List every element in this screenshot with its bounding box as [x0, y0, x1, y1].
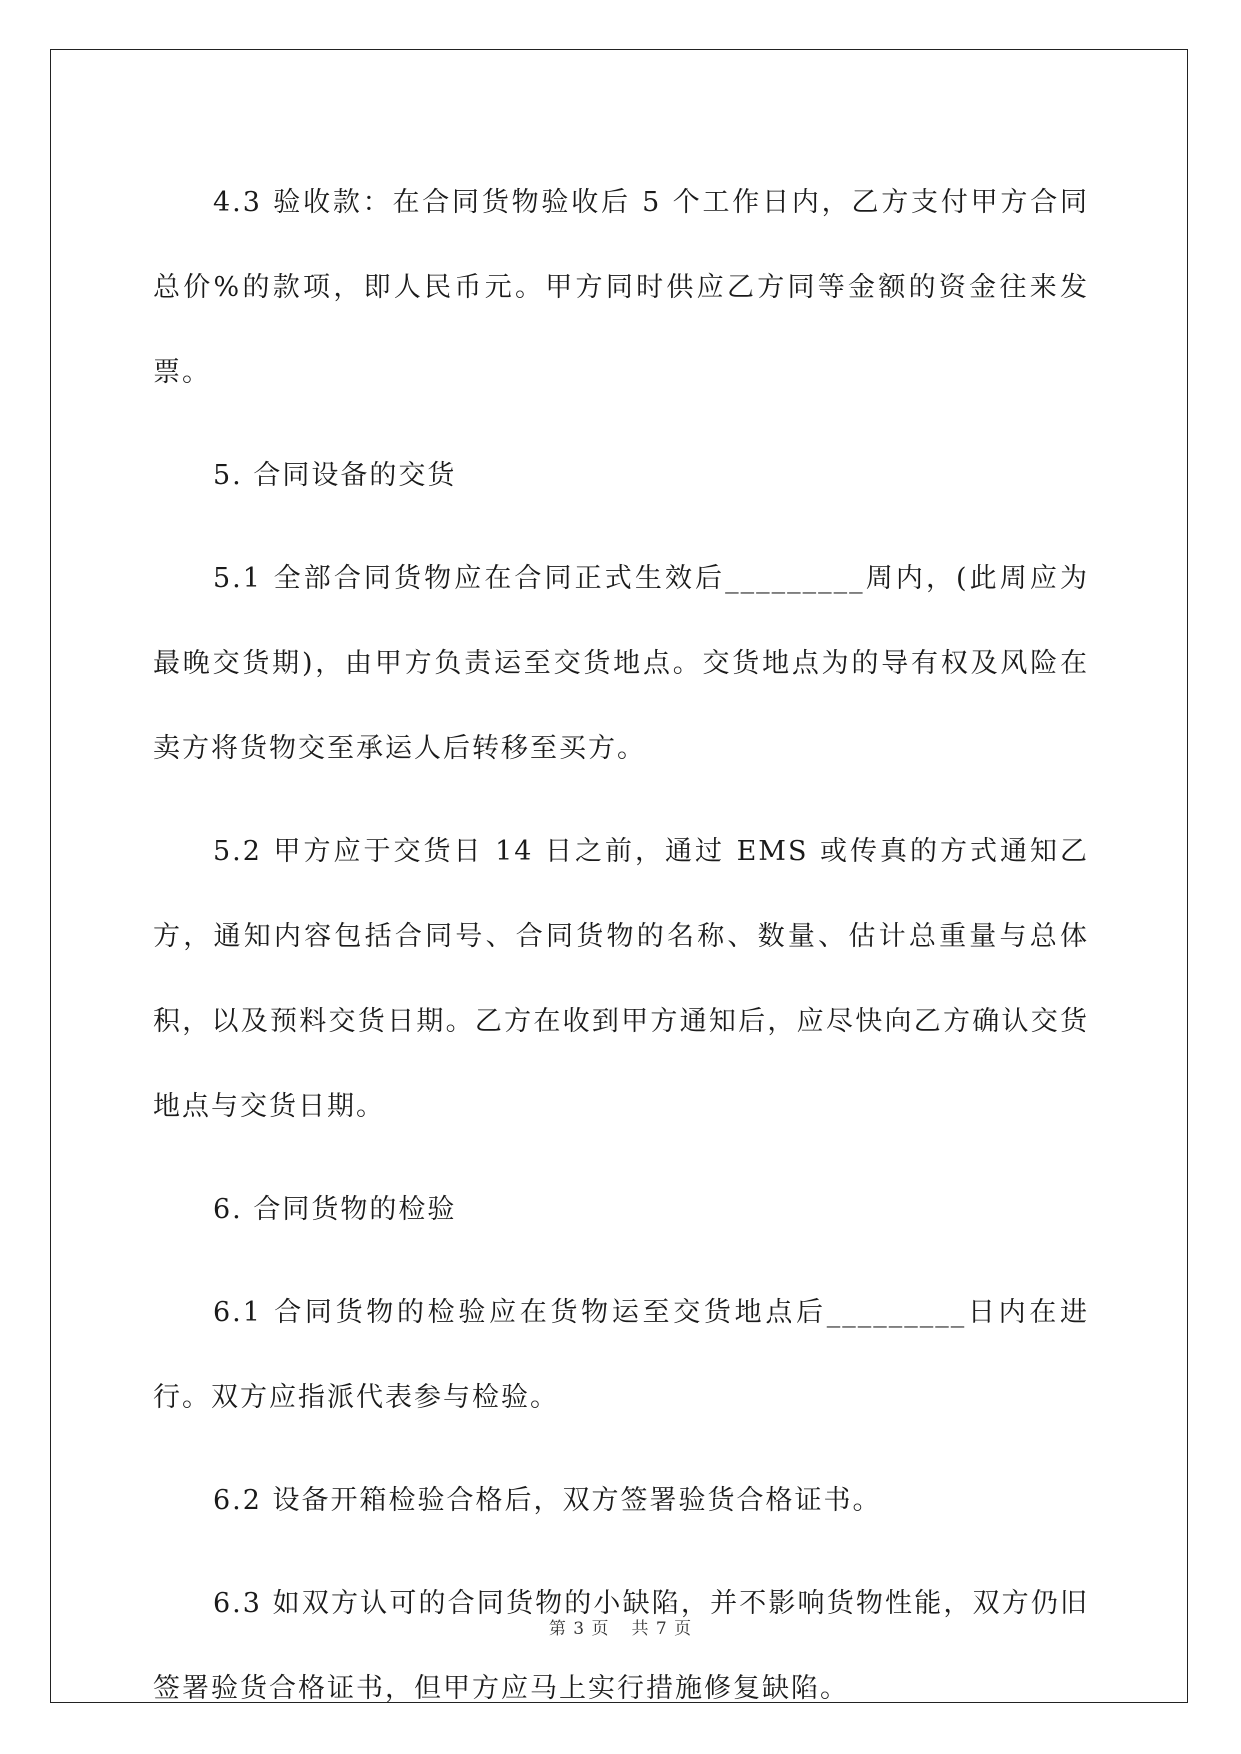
- page-footer: [0, 1614, 1241, 1639]
- paragraph-6-3: 6.3 如双方认可的合同货物的小缺陷，并不影响货物性能，双方仍旧签署验货合格证书，但甲方应马上实行措施修复缺陷。: [153, 1588, 1089, 1704]
- paragraph-4-3: 4.3 验收款：在合同货物验收后 5 个工作日内，乙方支付甲方合同总价%的款项，即人民币元。甲方同时供应乙方同等金额的资金往来发票。: [153, 187, 1089, 388]
- paragraph-6-2: 6.2 设备开箱检验合格后，双方签署验货合格证书。: [213, 1485, 882, 1516]
- page-total: 共 7 页: [631, 1619, 693, 1639]
- page-number: 第 3 页: [548, 1619, 610, 1639]
- document-body: [153, 160, 1089, 1731]
- heading-5: 5. 合同设备的交货: [213, 460, 457, 491]
- paragraph-6-1: 6.1 合同货物的检验应在货物运至交货地点后_________日内在进行。双方应指派代表参与检验。: [153, 1297, 1089, 1413]
- paragraph-5-1: 5.1 全部合同货物应在合同正式生效后_________周内，(此周应为最晚交货期)，由甲方负责运至交货地点。交货地点为的导有权及风险在卖方将货物交至承运人后转移至买方。: [153, 563, 1089, 764]
- paragraph-5-2: 5.2 甲方应于交货日 14 日之前，通过 EMS 或传真的方式通知乙方，通知内容包括合同号、合同货物的名称、数量、估计总重量与总体积，以及预料交货日期。乙方在收到甲方通知后，应尽快向乙方确认交货地点与交货日期。: [153, 836, 1089, 1122]
- heading-6: 6. 合同货物的检验: [213, 1194, 457, 1225]
